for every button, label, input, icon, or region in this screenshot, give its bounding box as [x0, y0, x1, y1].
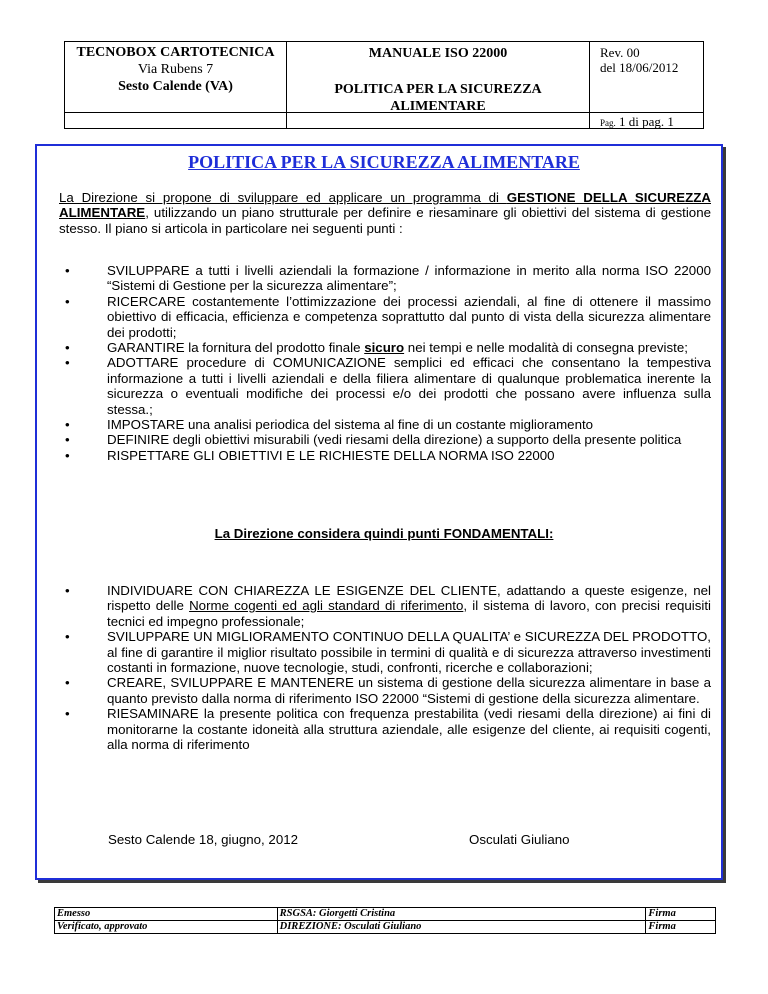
bullet-icon: •	[65, 447, 70, 463]
footer-table	[54, 907, 716, 934]
page-prefix: Pag.	[600, 118, 616, 128]
list-item: • RISPETTARE GLI OBIETTIVI E LE RICHIESTE DELLA NORMA ISO 22000	[65, 447, 555, 463]
company-address: Via Rubens 7	[137, 62, 214, 77]
intro-lead: La Direzione si propone di sviluppare ed applicare un programma di	[59, 190, 507, 205]
underline-norme: Norme cogenti ed agli standard di riferimento	[189, 598, 464, 614]
manual-cell	[287, 42, 590, 128]
document-header	[64, 41, 704, 129]
list-item: • IMPOSTARE una analisi periodica del sistema al fine di un costante miglioramento	[65, 417, 594, 433]
header-divider	[65, 112, 703, 113]
bullet-icon: •	[65, 706, 70, 722]
bullet-icon: •	[65, 355, 70, 371]
footer-cell: Emesso	[55, 908, 278, 921]
revision-cell	[590, 42, 703, 128]
intro-lead-bold: GESTIONE DELLA SICUREZZA ALIMENTARE	[59, 190, 711, 221]
bullet-icon: •	[65, 417, 70, 433]
list-item: • SVILUPPARE a tutti i livelli aziendali la formazione / informazione in merito alla norma ISO 22000 “Sistemi di Gestione per la sicurezza alimentare”;	[65, 263, 711, 294]
table-row	[55, 921, 716, 934]
list-item: • ADOTTARE procedure di COMUNICAZIONE semplici ed efficaci che consentano la tempestiva informazione a tutti i livelli aziendali e della filiera alimentare di qualunque problematica inerente la sicurezza o eventuali modifiche dei processi e/o dei prodotti che possano avere influenza sulla stessa.;	[65, 355, 711, 417]
emphasis-sicuro: sicuro	[364, 340, 405, 356]
company-name: TECNOBOX CARTOTECNICA	[76, 45, 275, 60]
bullet-icon: •	[65, 675, 70, 691]
section-title: POLITICA PER LA SICUREZZA ALIMENTARE	[334, 82, 542, 114]
page-number	[600, 114, 674, 130]
bullet-icon: •	[65, 432, 70, 448]
table-row	[55, 908, 716, 921]
company-cell	[65, 42, 287, 128]
page-title: POLITICA PER LA SICUREZZA ALIMENTARE	[188, 152, 580, 172]
list-item: • RICERCARE costantemente l’ottimizzazione dei processi aziendali, al fine di ottenere il massimo obiettivo di efficacia, efficienza e competenza soprattutto dal punto di vista della sicurezza alimentare dei prodotti;	[65, 293, 711, 340]
bullet-icon: •	[65, 340, 70, 356]
revision-date: del 18/06/2012	[600, 60, 679, 75]
objectives-list	[59, 263, 711, 463]
bullet-icon: •	[65, 583, 70, 598]
revision-number: Rev. 00	[600, 45, 640, 60]
fundamentals-list	[59, 583, 711, 752]
company-city: Sesto Calende (VA)	[118, 79, 233, 94]
bullet-icon: •	[65, 293, 70, 309]
page-text: 1 di pag. 1	[619, 114, 674, 129]
intro-rest: , utilizzando un piano strutturale per definire e riesaminare gli obiettivi del sistema di gestione stesso. Il piano si articola in particolare nei seguenti punti :	[59, 205, 711, 236]
footer-cell: RSGSA: Giorgetti Cristina	[277, 908, 646, 921]
footer-cell: Firma	[646, 908, 716, 921]
signature-name: Osculati Giuliano	[469, 832, 570, 847]
footer-cell: Firma	[646, 921, 716, 934]
bullet-icon: •	[65, 629, 70, 645]
fundamentals-heading: La Direzione considera quindi punti FONDAMENTALI:	[214, 526, 554, 541]
manual-title: MANUALE ISO 22000	[368, 46, 508, 61]
list-item: • SVILUPPARE UN MIGLIORAMENTO CONTINUO DELLA QUALITA’ e SICUREZZA DEL PRODOTTO, al fine di garantire il miglior risultato possibile in termini di qualità e di sicurezza attraverso investimenti costanti in formazione, nuove tecnologie, studi, confronti, ricerche e collaborazioni;	[65, 629, 711, 676]
list-item: • GARANTIRE la fornitura del prodotto finale sicuro nei tempi e nelle modalità di consegna previste;	[65, 340, 688, 356]
list-item: • CREARE, SVILUPPARE E MANTENERE un sistema di gestione della sicurezza alimentare in base a quanto previsto dalla norma di riferimento ISO 22000 “Sistemi di gestione della sicurezza alimentare.	[65, 675, 711, 706]
footer-cell: DIREZIONE: Osculati Giuliano	[277, 921, 646, 934]
list-item: • DEFINIRE degli obiettivi misurabili (vedi riesami della direzione) a supporto della presente politica	[65, 432, 682, 448]
signature-place-date: Sesto Calende 18, giugno, 2012	[108, 832, 299, 847]
list-item: • RIESAMINARE la presente politica con frequenza prestabilita (vedi riesami della direzione) ai fini di monitorarne la costante idoneità alla struttura aziendale, alle esigenze del cliente, ai requisiti cogenti, alla norma di riferimento	[65, 706, 711, 753]
bullet-icon: •	[65, 263, 70, 278]
footer-cell: Verificato, approvato	[55, 921, 278, 934]
intro-paragraph	[59, 190, 711, 236]
list-item: • INDIVIDUARE CON CHIAREZZA LE ESIGENZE DEL CLIENTE, adattando a queste esigenze, nel rispetto delle Norme cogenti ed agli standard di riferimento, il sistema di lavoro, con precisi requisiti tecnici ed impegno professionale;	[65, 583, 712, 629]
policy-frame	[35, 144, 723, 880]
